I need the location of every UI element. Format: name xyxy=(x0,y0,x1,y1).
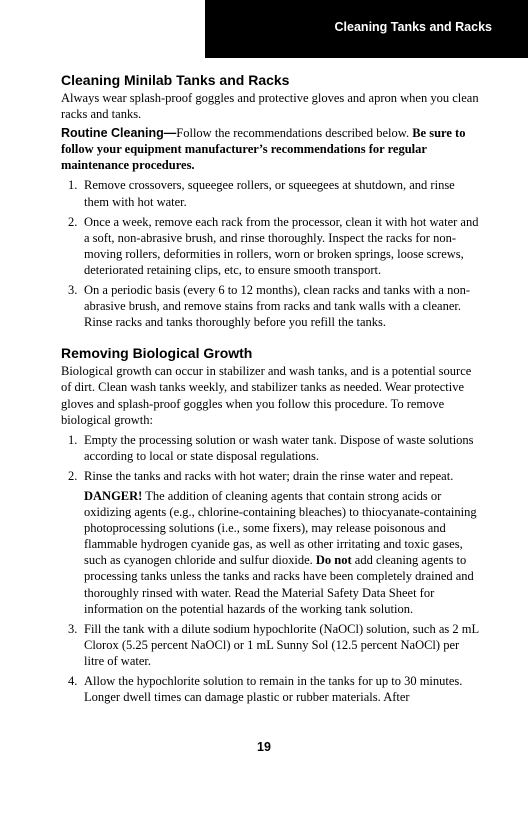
running-header xyxy=(205,0,528,58)
list-item-number: 1. xyxy=(68,178,78,193)
header-title: Cleaning Tanks and Racks xyxy=(334,20,492,34)
list-item xyxy=(61,468,481,617)
list-item xyxy=(61,621,481,669)
list-item-number: 3. xyxy=(68,621,78,636)
danger-text: The addition of cleaning agents that contain strong acids or oxidizing agents (e.g., chlorine-containing bleaches) to thiocyanate-containing photoprocessing solutions (i.e., some fixers), may release poisonous and flammable hydrogen cyanide gas, as well as other irritating and toxic gases, such as cyanogen chloride and sulfur dioxide. xyxy=(84,488,477,568)
list-item-text: Remove crossovers, squeegee rollers, or squeegees at shutdown, and rinse them with hot water. xyxy=(84,178,455,209)
page-number: 19 xyxy=(257,740,271,754)
list-item-text: Allow the hypochlorite solution to remain in the tanks for up to 30 minutes. Longer dwell times can damage plastic or rubber materials. After xyxy=(84,674,463,705)
section-heading-biological: Removing Biological Growth xyxy=(61,345,253,362)
list-item-number: 2. xyxy=(68,214,78,229)
routine-cleaning-label: Routine Cleaning— xyxy=(61,126,177,141)
routine-cleaning-bold: Be sure to follow your equipment manufacturer’s recommendations for regular maintenance procedures. xyxy=(61,126,466,173)
list-item xyxy=(61,177,481,209)
list-item-text: Rinse the tanks and racks with hot water; drain the rinse water and repeat. xyxy=(84,468,454,483)
danger-warning xyxy=(84,488,481,617)
list-item xyxy=(61,282,481,330)
list-item-text: Once a week, remove each rack from the processor, clean it with hot water and a soft, non-abrasive brush, and rinse thoroughly. Inspect the racks for non-moving rollers, deformities in rollers, worn or broken springs, loose screws, deteriorated retaining clips, etc, to ensure smooth transport. xyxy=(84,214,479,277)
biological-growth-list xyxy=(61,432,481,706)
list-item-number: 4. xyxy=(68,674,78,688)
list-item-number: 1. xyxy=(68,432,78,447)
danger-label: DANGER! xyxy=(84,488,143,503)
section-intro: Always wear splash-proof goggles and protective gloves and apron when you clean racks and tanks. xyxy=(61,91,479,122)
list-item-number: 2. xyxy=(68,468,78,483)
routine-cleaning-list xyxy=(61,177,481,330)
routine-cleaning-paragraph xyxy=(61,125,481,173)
list-item-text: On a periodic basis (every 6 to 12 months), clean racks and tanks with a non-abrasive brush, and remove stains from racks and tank walls with a cleaner. Rinse racks and tanks thoroughly before you refill the tanks. xyxy=(84,283,471,330)
section-heading-cleaning: Cleaning Minilab Tanks and Racks xyxy=(61,72,290,88)
routine-cleaning-text: Follow the recommendations described below. xyxy=(176,126,413,141)
page-content xyxy=(61,72,481,705)
danger-emphasis: Do not xyxy=(315,553,352,568)
list-item xyxy=(61,214,481,278)
danger-text: add cleaning agents to processing tanks unless the tanks and racks have been completely drained and thoroughly rinsed with water. Read the Material Safety Data Sheet for information on the potential hazards of the working tank solution. xyxy=(84,553,474,616)
list-item-text: Empty the processing solution or wash water tank. Dispose of waste solutions according to local or state disposal regulations. xyxy=(84,432,474,463)
list-item-text: Fill the tank with a dilute sodium hypochlorite (NaOCl) solution, such as 2 mL Clorox (5.25 percent NaOCl) or 1 mL Sunny Sol (12.5 percent NaOCl) per litre of water. xyxy=(84,621,479,668)
list-item-number: 3. xyxy=(68,283,78,298)
list-item xyxy=(61,673,481,705)
list-item xyxy=(61,432,481,464)
section-intro: Biological growth can occur in stabilizer and wash tanks, and is a potential source of dirt. Clean wash tanks weekly, and stabilizer tanks as needed. Wear protective gloves and splash-proof goggles when you follow this procedure. To remove biological growth: xyxy=(61,364,472,427)
